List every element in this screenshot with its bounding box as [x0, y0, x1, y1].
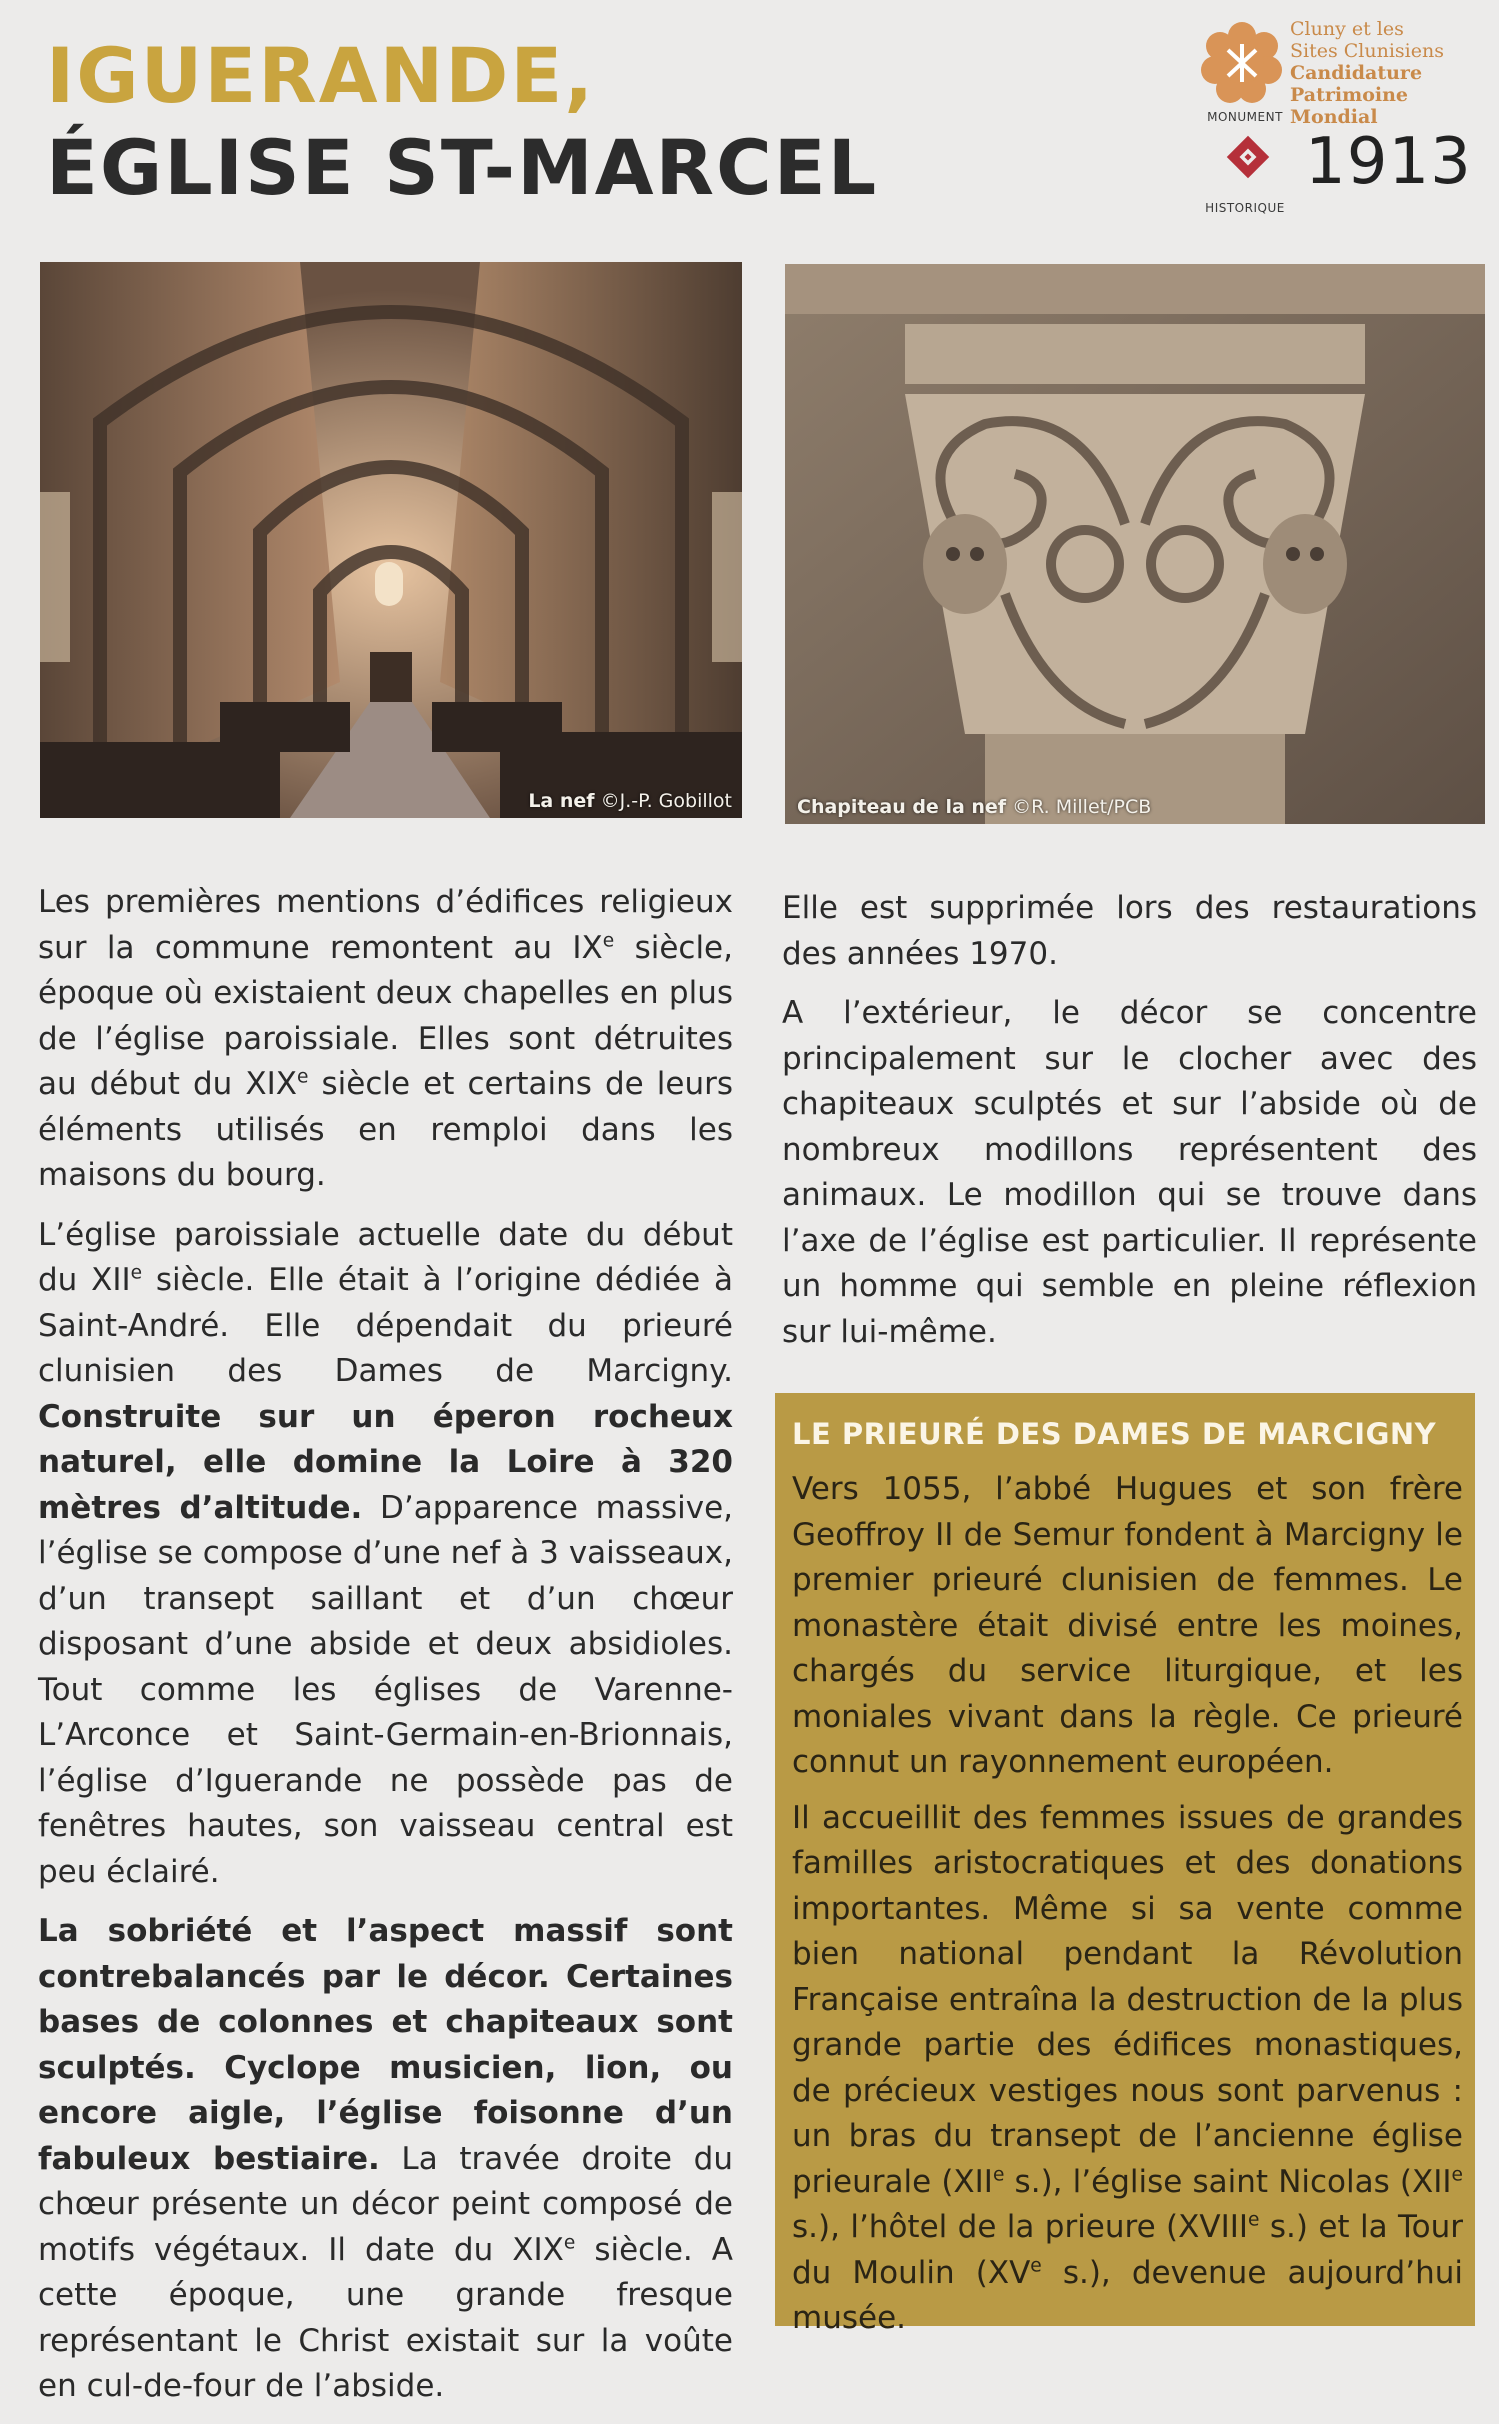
paragraph-restoration: Elle est supprimée lors des restaurations des années 1970. — [782, 890, 1477, 972]
capital-image — [785, 264, 1485, 824]
cluny-line3: Candidature — [1290, 62, 1423, 84]
text-fragment: siècle et certains de leurs éléments utilisés en remploi dans les maisons du bourg. — [38, 1066, 733, 1193]
monument-historique-icon — [1225, 134, 1271, 180]
priory-box — [775, 1393, 1475, 2336]
text-fragment: Les premières mentions d’édifices religieux sur la commune remontent au IX — [38, 884, 733, 966]
sup-e: e — [992, 2164, 1005, 2186]
sup-e: e — [130, 1262, 143, 1284]
left-column — [38, 880, 733, 2424]
cluny-line4: Patrimoine Mondial — [1290, 84, 1408, 128]
cluny-line1: Cluny et les — [1290, 18, 1404, 40]
title-town: IGUERANDE, — [46, 31, 596, 120]
text-fragment: s.), l’hôtel de la prieure (XVIII — [792, 2209, 1249, 2245]
caption-nave-title: La nef — [528, 790, 595, 812]
paragraph-exterior: A l’extérieur, le décor se concentre principalement sur le clocher avec des chapiteaux sculptés et sur l’abside où de nombreux modillons représentent des animaux. Le modillon qui se trouve dans l’axe de l’église est particulier. Il représente un homme qui semble en pleine réflexion sur lui-même. — [782, 995, 1477, 1350]
right-column — [782, 886, 1477, 1369]
photo-capital — [785, 264, 1485, 824]
priory-paragraph-2 — [792, 1796, 1463, 2342]
sup-e: e — [1248, 2209, 1260, 2231]
text-fragment: s.), devenue aujourd’hui musée. — [792, 2254, 1463, 2336]
text-fragment: s.) et la Tour du Moulin (XV — [792, 2209, 1463, 2291]
sup-e: e — [602, 930, 615, 952]
text-fragment: L’église paroissiale actuelle date du début du XII — [38, 1216, 733, 1298]
bold-highlight: La sobriété et l’aspect massif sont contrebalancés par le décor. Certaines bases de colonnes et chapiteaux sont sculptés. Cyclope musicien, lion, ou encore aigle, l’église foisonne d’un fabuleux bestiaire. — [38, 1913, 733, 2177]
page-title — [46, 30, 878, 214]
paragraph-church — [38, 1213, 733, 1896]
text-fragment: D’apparence massive, l’église se compose d’une nef à 3 vaisseaux, d’un transept saillant et d’un chœur disposant d’une abside et deux absidioles. Tout comme les églises de Varenne-L’Arconce et Saint-Germain-en-Brionnais, l’église d’Iguerande ne possède pas de fenêtres hautes, son vaisseau central est peu éclairé. — [38, 1489, 733, 1890]
caption-capital — [797, 796, 1151, 818]
title-church: ÉGLISE ST-MARCEL — [46, 123, 879, 212]
caption-nave — [528, 790, 732, 812]
mh-top-label: MONUMENT — [1207, 110, 1283, 124]
cluny-line2: Sites Clunisiens — [1290, 40, 1444, 62]
monument-historique-badge — [1195, 110, 1295, 220]
sup-e: e — [1030, 2255, 1042, 2277]
text-fragment: La travée droite du chœur présente un décor peint composé de motifs végétaux. Il date du XIX — [38, 2140, 733, 2268]
bold-highlight: Construite sur un éperon rocheux naturel, elle domine la Loire à 320 mètres d’altitude. — [38, 1398, 733, 1526]
priory-paragraph-1: Vers 1055, l’abbé Hugues et son frère Geoffroy II de Semur fondent à Marcigny le premier prieuré clunisien de femmes. Le monastère était divisé entre les moines, chargés du service liturgique, et les moniales vivant dans la règle. Ce prieuré connut un rayonnement européen. — [792, 1471, 1463, 1780]
paragraph-decor — [38, 1909, 733, 2410]
text-fragment: siècle. Elle était à l’origine dédiée à Saint-André. Elle dépendait du prieuré clunisien des Dames de Marcigny. — [38, 1262, 733, 1389]
text-fragment: Il accueillit des femmes issues de grandes familles aristocratiques et des donations importantes. Même si sa vente comme bien national pendant la Révolution Française entraîna la destruction de la plus grande partie des édifices monastiques, de précieux vestiges nous sont parvenus : un bras du transept de l’ancienne église prieurale (XII — [792, 1799, 1463, 2200]
caption-nave-credit: ©J.-P. Gobillot — [594, 790, 732, 812]
mh-bottom-label: HISTORIQUE — [1205, 201, 1285, 215]
cluny-text — [1290, 18, 1490, 128]
caption-capital-title: Chapiteau de la nef — [797, 796, 1007, 818]
text-fragment: siècle, époque où existaient deux chapelles en plus de l’église paroissiale. Elles sont détruites au début du XIX — [38, 929, 733, 1102]
cluny-flower-logo-icon — [1200, 20, 1284, 104]
paragraph-history — [38, 880, 733, 1199]
sup-e: e — [297, 1066, 309, 1088]
sup-e: e — [563, 2232, 576, 2254]
nave-image — [40, 262, 742, 818]
priory-box-title: LE PRIEURÉ DES DAMES DE MARCIGNY — [792, 1417, 1437, 1451]
caption-capital-credit: ©R. Millet/PCB — [1006, 796, 1152, 818]
sup-e: e — [1451, 2164, 1463, 2186]
cluny-candidature-badge — [1200, 18, 1490, 128]
classification-year: 1913 — [1305, 125, 1472, 199]
text-fragment: siècle. A cette époque, une grande fresque représentant le Christ existait sur la voûte en cul-de-four de l’abside. — [38, 2231, 733, 2404]
text-fragment: s.), l’église saint Nicolas (XII — [1004, 2163, 1452, 2200]
photo-nave — [40, 262, 742, 818]
